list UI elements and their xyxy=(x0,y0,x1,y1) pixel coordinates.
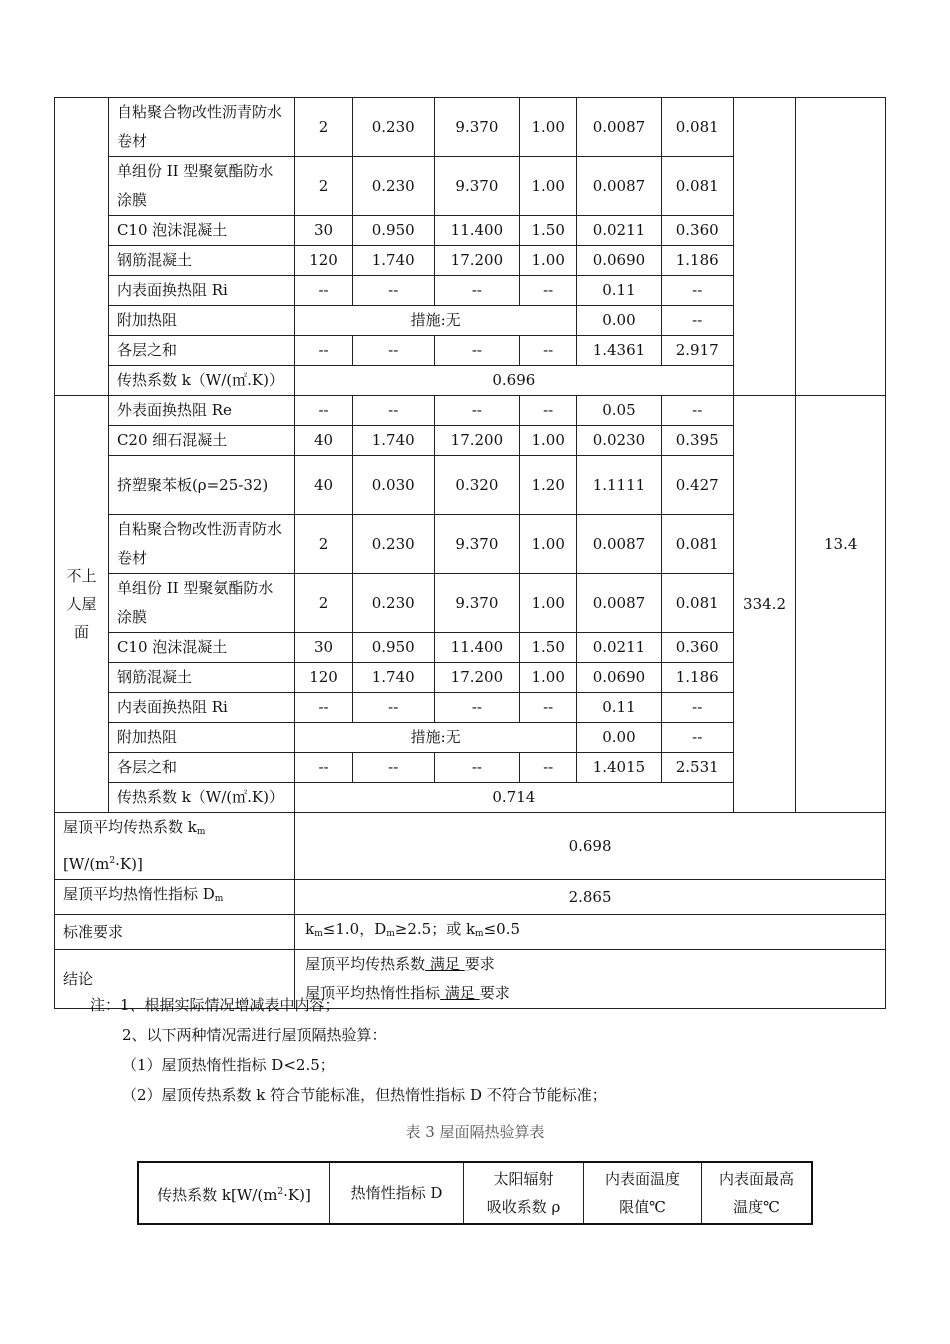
layer-d: 0.395 xyxy=(661,426,733,456)
section1-ratio xyxy=(796,98,886,396)
layer-thickness: 120 xyxy=(295,663,353,693)
layer-r: 1.1111 xyxy=(577,456,662,515)
avg-k-label: 屋顶平均传热系数 $k_m$ $[W/(m^2\cdot K)]$ xyxy=(55,813,295,880)
sum-r: 1.4361 xyxy=(577,336,662,366)
section1-label xyxy=(55,98,109,396)
layer-s: -- xyxy=(434,396,520,426)
layer-d: -- xyxy=(661,396,733,426)
layer-name: 钢筋混凝土 xyxy=(108,246,294,276)
table3-caption: 表 3 屋面隔热验算表 xyxy=(405,1123,545,1141)
summary-row xyxy=(55,880,886,915)
layer-r: 0.0087 xyxy=(577,98,662,157)
sum-lambda: -- xyxy=(352,753,434,783)
notes xyxy=(90,990,607,1110)
layer-d: -- xyxy=(661,306,733,336)
layer-lambda: 1.740 xyxy=(352,246,434,276)
layer-name: 单组份 II 型聚氨酯防水涂膜 xyxy=(108,157,294,216)
roof-type-label: 不上人屋面 xyxy=(66,566,97,641)
layer-lambda: 0.950 xyxy=(352,216,434,246)
layer-lambda: -- xyxy=(352,693,434,723)
layer-name: 附加热阻 xyxy=(108,723,294,753)
layer-r: 0.0087 xyxy=(577,157,662,216)
layer-r: 0.0230 xyxy=(577,426,662,456)
section2-label xyxy=(55,396,109,813)
layer-name: 内表面换热阻 Ri xyxy=(108,276,294,306)
layer-d: 1.186 xyxy=(661,663,733,693)
layer-thickness: 2 xyxy=(295,515,353,574)
sum-thickness: -- xyxy=(295,753,353,783)
layer-alpha: -- xyxy=(520,276,577,306)
layer-alpha: 1.00 xyxy=(520,574,577,633)
note-2: 2、以下两种情况需进行屋顶隔热验算： xyxy=(122,1026,387,1044)
layer-thickness: 2 xyxy=(295,574,353,633)
layer-lambda: 1.740 xyxy=(352,426,434,456)
sum-s: -- xyxy=(434,336,520,366)
layer-s: 9.370 xyxy=(434,98,520,157)
layer-d: -- xyxy=(661,723,733,753)
layer-r: 0.05 xyxy=(577,396,662,426)
t3-header-d: 热惰性指标 D xyxy=(330,1162,464,1224)
layer-alpha: -- xyxy=(520,693,577,723)
t3-header-max-temp: 内表面最高 温度℃ xyxy=(702,1162,813,1224)
layer-d: -- xyxy=(661,693,733,723)
avg-d-value: 2.865 xyxy=(295,880,886,915)
layer-name: 自粘聚合物改性沥青防水卷材 xyxy=(108,98,294,157)
layer-name: 钢筋混凝土 xyxy=(108,663,294,693)
layer-r: 0.0690 xyxy=(577,246,662,276)
layer-r: 0.00 xyxy=(577,306,662,336)
note-1: 注：1、根据实际情况增减表中内容； xyxy=(90,996,340,1014)
layer-d: 0.081 xyxy=(661,98,733,157)
layer-thickness: 30 xyxy=(295,633,353,663)
summary-row xyxy=(55,915,886,950)
layer-r: 0.11 xyxy=(577,276,662,306)
layer-alpha: 1.00 xyxy=(520,98,577,157)
layer-lambda: 0.230 xyxy=(352,574,434,633)
layer-s: 0.320 xyxy=(434,456,520,515)
layer-alpha: 1.50 xyxy=(520,633,577,663)
extra-measure: 措施:无 xyxy=(295,723,577,753)
layer-r: 0.0211 xyxy=(577,216,662,246)
layer-thickness: -- xyxy=(295,693,353,723)
layer-thickness: 30 xyxy=(295,216,353,246)
layer-alpha: 1.00 xyxy=(520,426,577,456)
layer-d: 0.081 xyxy=(661,515,733,574)
standard-value: $k_m\le 1.0$，$D_m\ge 2.5$；或 $k_m\le 0.5$ xyxy=(295,915,886,950)
t3-header-k: 传热系数 $k[W/(m^2\cdot K)]$ xyxy=(138,1162,330,1224)
k-value: 0.714 xyxy=(295,783,733,813)
table-row xyxy=(55,396,886,426)
layer-name: 自粘聚合物改性沥青防水卷材 xyxy=(108,515,294,574)
layer-thickness: 120 xyxy=(295,246,353,276)
extra-measure: 措施:无 xyxy=(295,306,577,336)
layer-d: 0.427 xyxy=(661,456,733,515)
layer-name: 附加热阻 xyxy=(108,306,294,336)
layer-lambda: 0.950 xyxy=(352,633,434,663)
summary-row xyxy=(55,813,886,880)
layer-name: C20 细石混凝土 xyxy=(108,426,294,456)
layer-d: 0.081 xyxy=(661,157,733,216)
layer-r: 0.0690 xyxy=(577,663,662,693)
layer-s: 17.200 xyxy=(434,426,520,456)
k-value: 0.696 xyxy=(295,366,733,396)
layer-alpha: -- xyxy=(520,396,577,426)
note-3: （1）屋顶热惰性指标 D<2.5； xyxy=(122,1056,335,1074)
layer-thickness: 40 xyxy=(295,426,353,456)
layer-lambda: 0.030 xyxy=(352,456,434,515)
layer-alpha: 1.00 xyxy=(520,663,577,693)
sum-s: -- xyxy=(434,753,520,783)
avg-d-label: 屋顶平均热惰性指标 $D_m$ xyxy=(55,880,295,915)
sum-d: 2.531 xyxy=(661,753,733,783)
layer-r: 0.0087 xyxy=(577,515,662,574)
layer-r: 0.0087 xyxy=(577,574,662,633)
layer-d: -- xyxy=(661,276,733,306)
layer-s: -- xyxy=(434,276,520,306)
layer-s: -- xyxy=(434,693,520,723)
layer-lambda: -- xyxy=(352,396,434,426)
layer-name: C10 泡沫混凝土 xyxy=(108,216,294,246)
layer-lambda: 0.230 xyxy=(352,157,434,216)
layer-thickness: 40 xyxy=(295,456,353,515)
layer-s: 9.370 xyxy=(434,157,520,216)
roof-insulation-check-table xyxy=(137,1161,813,1225)
layer-alpha: 1.50 xyxy=(520,216,577,246)
section1-area xyxy=(733,98,796,396)
roof-ratio: 13.4 xyxy=(796,396,886,813)
layer-alpha: 1.00 xyxy=(520,246,577,276)
layer-lambda: 1.740 xyxy=(352,663,434,693)
layer-lambda: -- xyxy=(352,276,434,306)
layer-lambda: 0.230 xyxy=(352,98,434,157)
avg-k-value: 0.698 xyxy=(295,813,886,880)
layer-name: 挤塑聚苯板(ρ=25-32) xyxy=(108,456,294,515)
layer-d: 1.186 xyxy=(661,246,733,276)
layer-d: 0.360 xyxy=(661,216,733,246)
sum-d: 2.917 xyxy=(661,336,733,366)
k-label: 传热系数 k（W/(㎡.K)） xyxy=(108,783,294,813)
layer-name: 各层之和 xyxy=(108,753,294,783)
layer-r: 0.00 xyxy=(577,723,662,753)
layer-d: 0.081 xyxy=(661,574,733,633)
layer-s: 17.200 xyxy=(434,663,520,693)
sum-lambda: -- xyxy=(352,336,434,366)
layer-s: 17.200 xyxy=(434,246,520,276)
t3-header-rho: 太阳辐射 吸收系数 ρ xyxy=(464,1162,584,1224)
layer-d: 0.360 xyxy=(661,633,733,663)
layer-name: 内表面换热阻 Ri xyxy=(108,693,294,723)
table-row xyxy=(55,98,886,157)
layer-s: 9.370 xyxy=(434,515,520,574)
sum-alpha: -- xyxy=(520,753,577,783)
layer-name: 单组份 II 型聚氨酯防水涂膜 xyxy=(108,574,294,633)
sum-thickness: -- xyxy=(295,336,353,366)
layer-s: 9.370 xyxy=(434,574,520,633)
layer-r: 0.11 xyxy=(577,693,662,723)
sum-r: 1.4015 xyxy=(577,753,662,783)
layer-name: 外表面换热阻 Re xyxy=(108,396,294,426)
layer-name: C10 泡沫混凝土 xyxy=(108,633,294,663)
sum-alpha: -- xyxy=(520,336,577,366)
layer-alpha: 1.00 xyxy=(520,515,577,574)
conclusion-label: 结论 xyxy=(55,950,295,1009)
note-4: （2）屋顶传热系数 k 符合节能标准，但热惰性指标 D 不符合节能标准； xyxy=(122,1086,607,1104)
layer-thickness: 2 xyxy=(295,98,353,157)
t3-header-limit: 内表面温度 限值℃ xyxy=(584,1162,702,1224)
layer-thickness: -- xyxy=(295,396,353,426)
layer-lambda: 0.230 xyxy=(352,515,434,574)
layer-thickness: 2 xyxy=(295,157,353,216)
conclusion-value: 屋顶平均传热系数 满足 要求 屋顶平均热惰性指标 满足 要求 xyxy=(295,950,886,1009)
standard-label: 标准要求 xyxy=(55,915,295,950)
layer-thickness: -- xyxy=(295,276,353,306)
roof-area: 334.2 xyxy=(733,396,796,813)
layer-s: 11.400 xyxy=(434,216,520,246)
layer-s: 11.400 xyxy=(434,633,520,663)
layer-alpha: 1.00 xyxy=(520,157,577,216)
layer-name: 各层之和 xyxy=(108,336,294,366)
layer-alpha: 1.20 xyxy=(520,456,577,515)
roof-thermal-table xyxy=(54,97,886,1009)
layer-r: 0.0211 xyxy=(577,633,662,663)
k-label: 传热系数 k（W/(㎡.K)） xyxy=(108,366,294,396)
